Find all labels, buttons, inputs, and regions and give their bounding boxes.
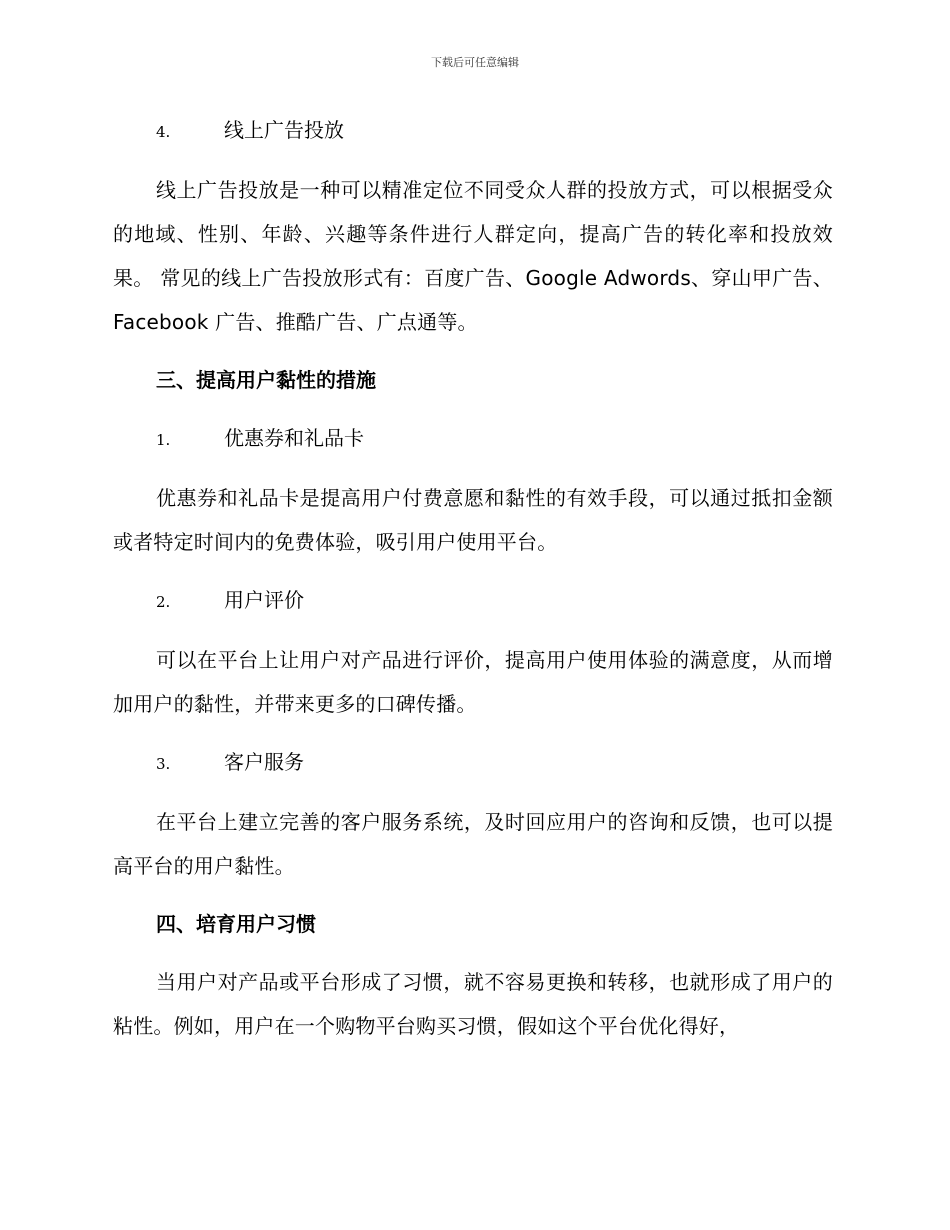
list-title: 用户评价 <box>224 588 304 612</box>
list-title: 客户服务 <box>224 750 304 774</box>
list-number: 1. <box>156 431 171 449</box>
list-title: 线上广告投放 <box>224 118 344 142</box>
paragraph-user-reviews: 可以在平台上让用户对产品进行评价，提高用户使用体验的满意度，从而增加用户的黏性，并带来更多的口碑传播。 <box>113 648 833 716</box>
list-item-user-reviews <box>113 578 833 624</box>
list-item-customer-service <box>113 740 833 786</box>
list-item-online-ads <box>113 108 833 154</box>
list-number: 3. <box>156 755 171 773</box>
list-number: 4. <box>156 123 171 141</box>
section-heading-user-stickiness: 三、提高用户黏性的措施 <box>156 368 376 392</box>
paragraph-coupons: 优惠券和礼品卡是提高用户付费意愿和黏性的有效手段，可以通过抵扣金额或者特定时间内的免费体验，吸引用户使用平台。 <box>113 486 833 554</box>
paragraph-online-ads: 线上广告投放是一种可以精准定位不同受众人群的投放方式，可以根据受众的地域、性别、年龄、兴趣等条件进行人群定向，提高广告的转化率和投放效果。 常见的线上广告投放形式有：百度广告、Google Adwords、穿山甲广告、Facebook 广告、推酷广告、广点通等。 <box>113 178 833 334</box>
section-heading-user-habits: 四、培育用户习惯 <box>156 912 316 936</box>
page-header-note: 下载后可任意编辑 <box>431 56 519 69</box>
document-body <box>113 108 833 1062</box>
list-number: 2. <box>156 593 171 611</box>
paragraph-user-habits: 当用户对产品或平台形成了习惯，就不容易更换和转移，也就形成了用户的粘性。例如，用户在一个购物平台购买习惯，假如这个平台优化得好， <box>113 970 833 1038</box>
list-item-coupons <box>113 416 833 462</box>
paragraph-customer-service: 在平台上建立完善的客户服务系统，及时回应用户的咨询和反馈，也可以提高平台的用户黏性。 <box>113 810 833 878</box>
list-title: 优惠券和礼品卡 <box>224 426 364 450</box>
